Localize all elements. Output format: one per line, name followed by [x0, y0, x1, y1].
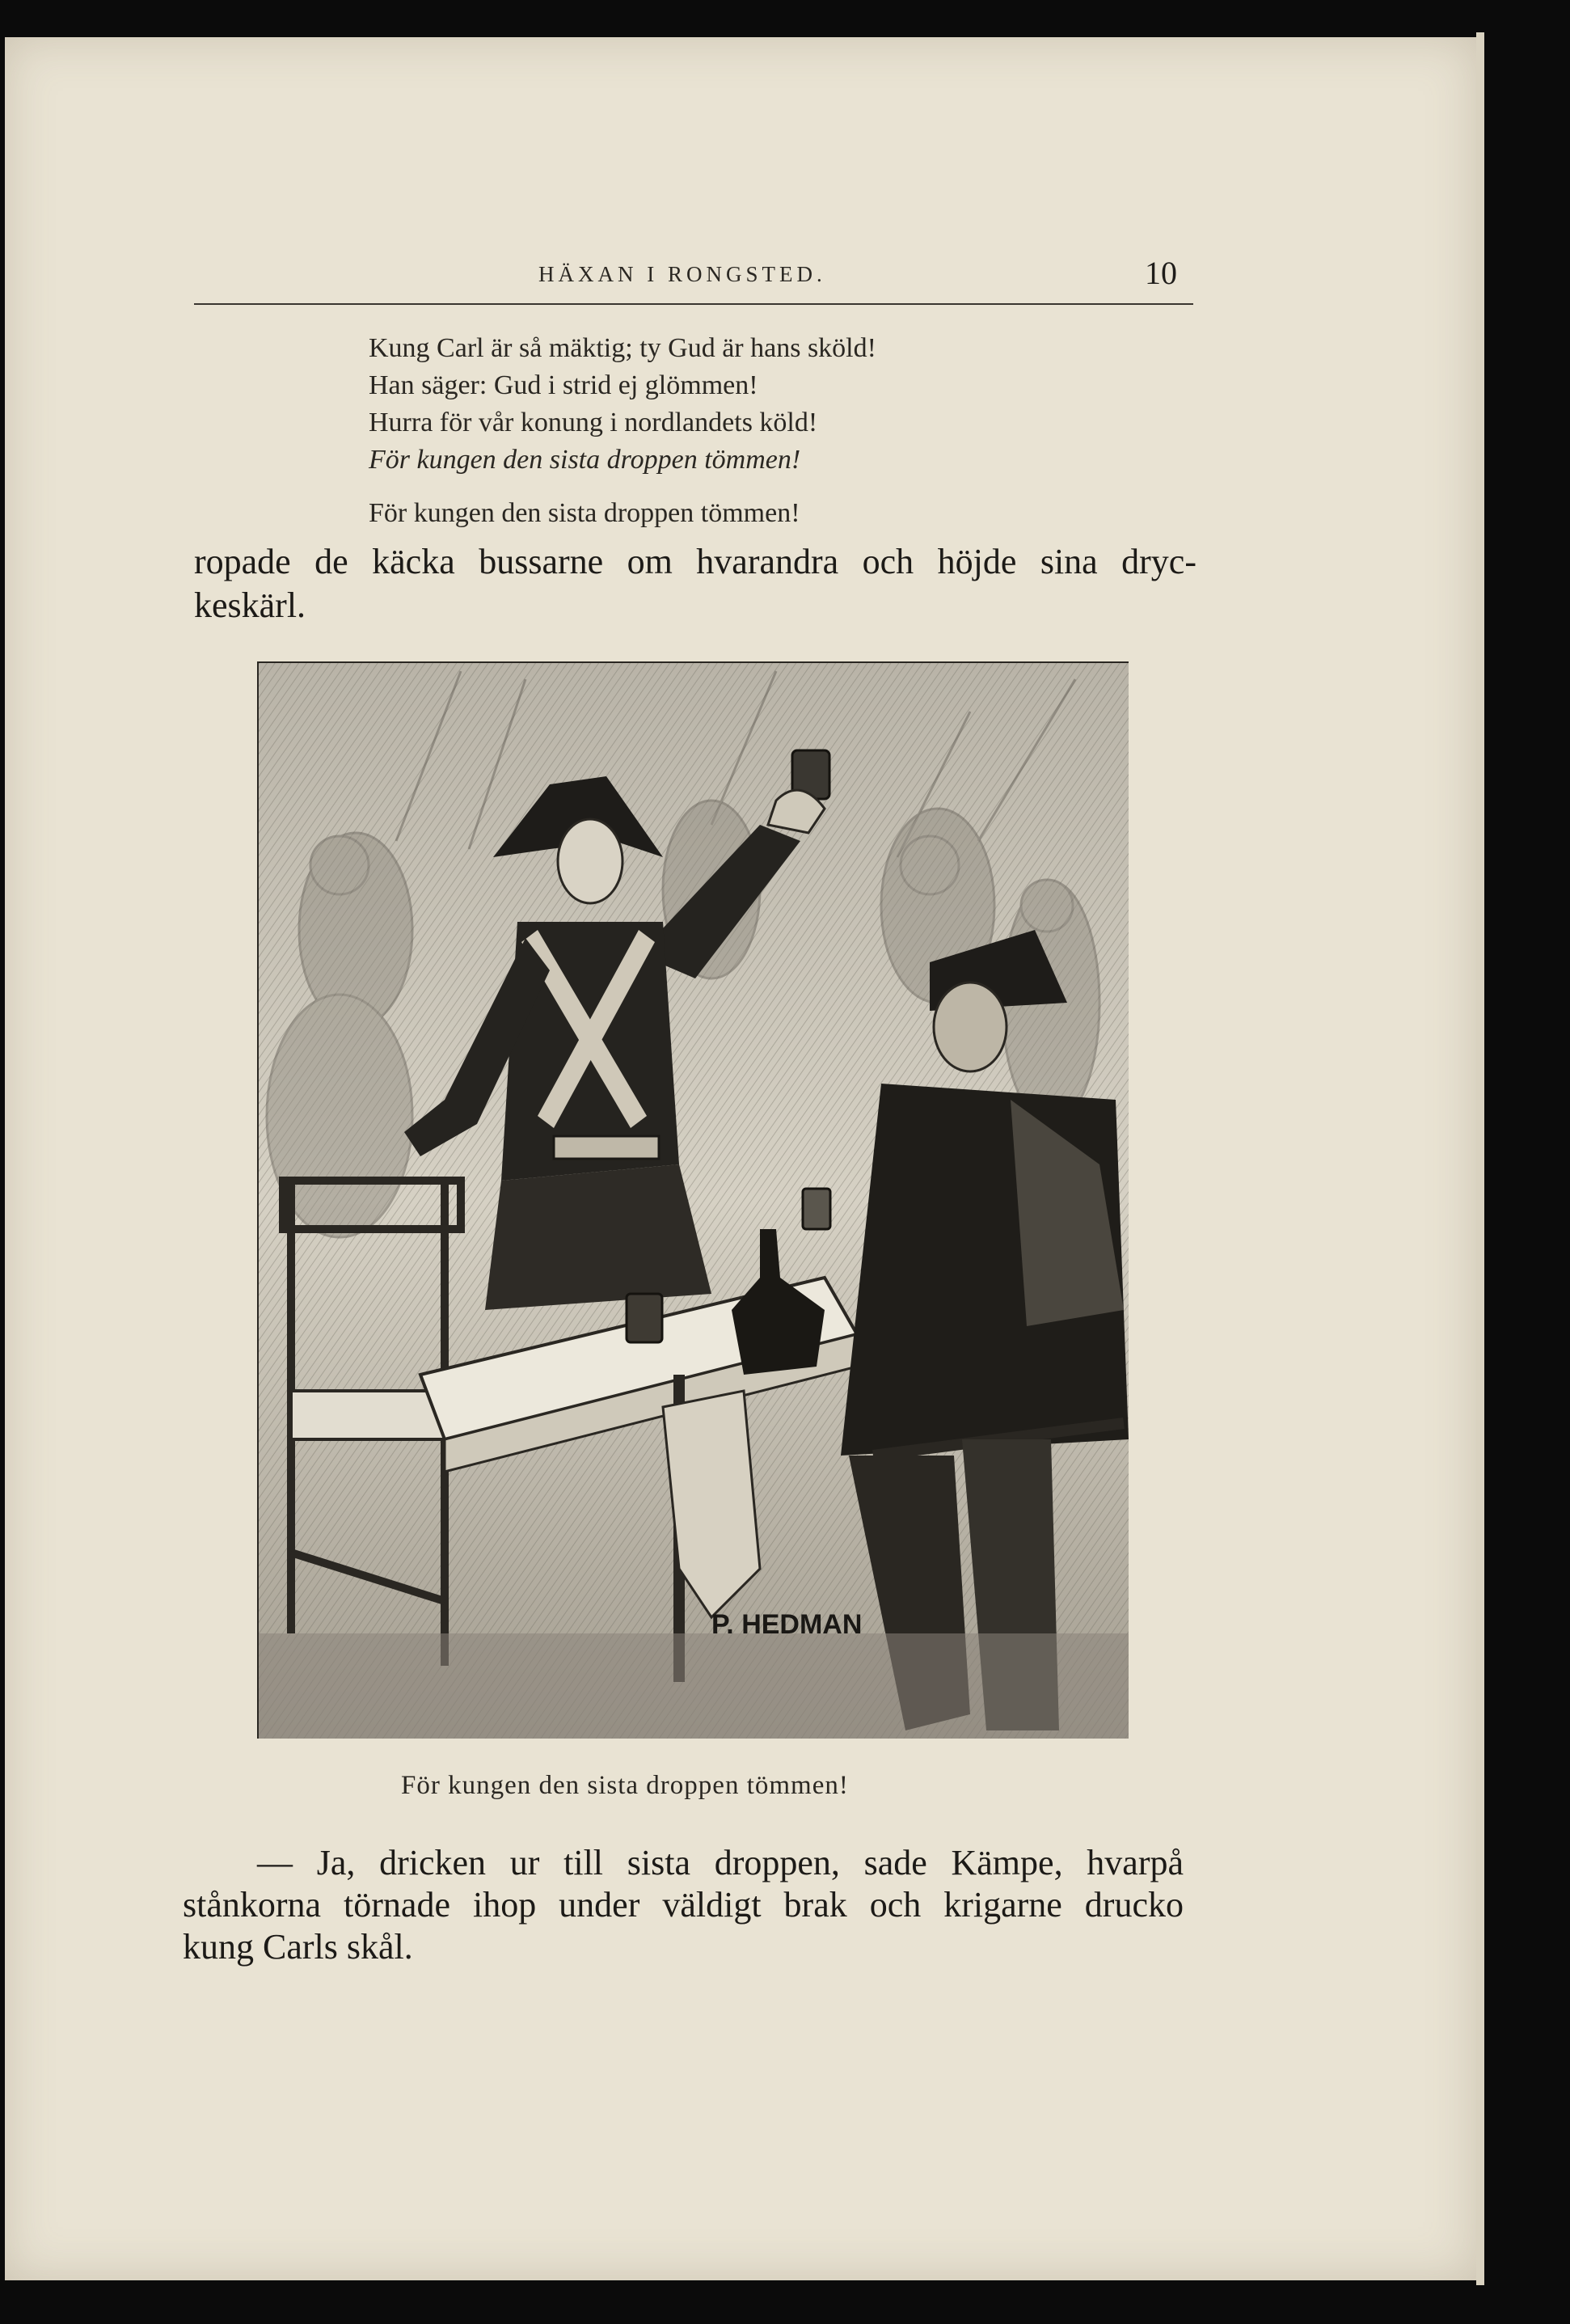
illustration-drawing [259, 663, 1129, 1739]
paragraph-2-line-3: kung Carls skål. [183, 1927, 413, 1967]
paragraph-1-line-2: keskärl. [194, 585, 306, 625]
paragraph-2 [183, 1842, 1184, 1968]
page-header [194, 254, 1193, 302]
verse-block [369, 330, 1145, 532]
verse-line: Kung Carl är så mäktig; ty Gud är hans sköld! [369, 333, 876, 363]
verse-line: Han säger: Gud i strid ej glömmen! [369, 370, 758, 400]
header-rule [194, 303, 1193, 305]
page-edge [1476, 32, 1484, 2285]
verse-line-italic: För kungen den sista droppen tömmen! [369, 445, 801, 475]
illustration-caption: För kungen den sista droppen tömmen! [401, 1771, 849, 1800]
paragraph-1 [194, 540, 1196, 627]
paragraph-2-line-2: stånkorna törnade ihop under väldigt brak och krigarne drucko [183, 1885, 1184, 1925]
verse-refrain: För kungen den sista droppen tömmen! [369, 498, 800, 528]
paragraph-1-line-1: ropade de käcka bussarne om hvarandra och höjde sina dryc- [194, 542, 1196, 581]
page-number: 10 [1145, 255, 1177, 291]
illustration-signature: P. HEDMAN [711, 1609, 863, 1640]
verse-line: Hurra för vår konung i nordlandets köld! [369, 408, 818, 437]
running-title: HÄXAN I RONGSTED. [538, 262, 826, 286]
paragraph-2-line-1: — Ja, dricken ur till sista droppen, sade Kämpe, hvarpå [257, 1843, 1184, 1882]
illustration [257, 661, 1129, 1739]
